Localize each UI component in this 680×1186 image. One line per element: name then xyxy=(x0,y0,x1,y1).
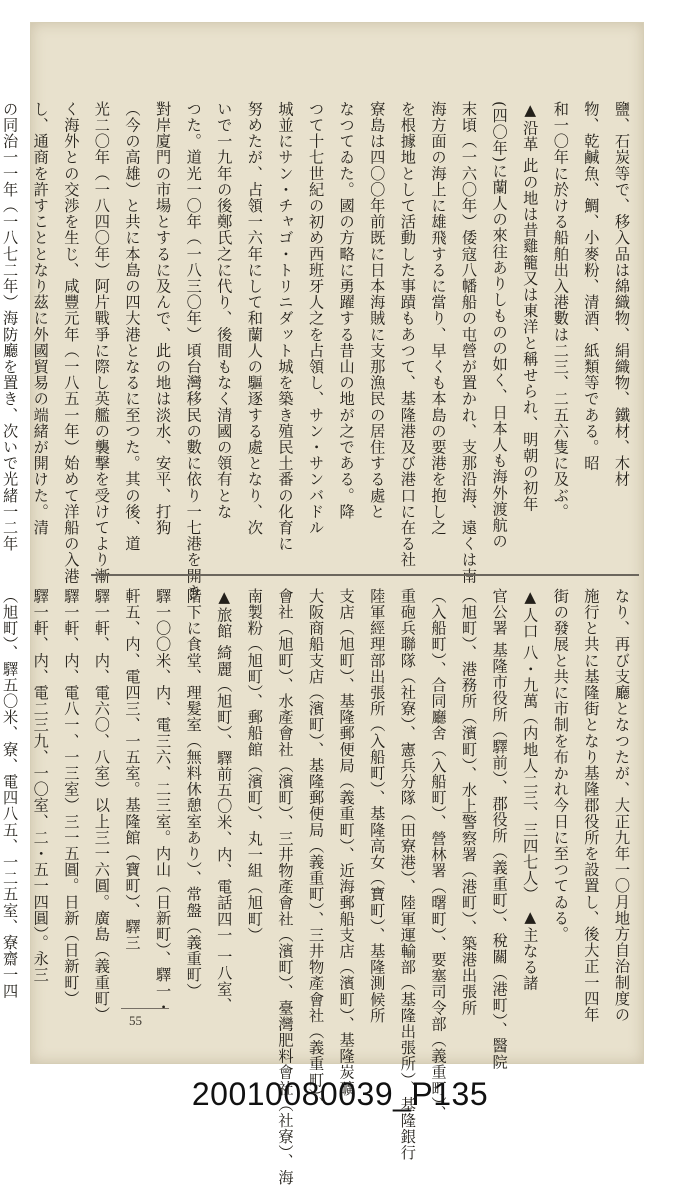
text-column: 支店（旭町）、基隆郵便局（義重町）、近海郵船支店（濱町）、基隆炭礦 xyxy=(337,588,356,1097)
text-column: ▲沿革 此の地は昔雞籠又は東洋と稱せられ、明朝の初年 xyxy=(521,101,540,513)
text-column: ▲人口 八・九萬（内地人二三、三四七人） ▲主なる諸 xyxy=(521,588,540,992)
text-column: 海方面の海上に雄飛するに當り、早くも本島の要港を抱し之 xyxy=(429,101,448,536)
text-column: 寮島は四〇〇年前既に日本海賊に支那漁民の居住する處と xyxy=(368,101,387,520)
text-column: の同治一一年（一八七二年）海防廳を置き、次いで光緒一二年 xyxy=(1,101,20,552)
image-caption: 20010080039_P135 xyxy=(191,1076,489,1112)
text-column: （入船町）、合同廳舍（入船町）、營林署（曙町）、要塞司令部（義重町）、 xyxy=(429,588,448,1122)
text-column: 南製粉（旭町）、郵船館（濱町）、丸一組（旭町） xyxy=(245,588,264,944)
text-column: 階下に食堂、理髮室（無料休憩室あり）、常盤（義重町） xyxy=(184,588,203,999)
text-column: 大阪商船支店（濱町）、基隆郵便局（義重町）、三井物產會社（義重町）、 xyxy=(307,588,326,1113)
text-column: いで一九年の後鄭氏之に代り、後間もなく清國の領有とな xyxy=(215,101,234,520)
section-divider xyxy=(91,574,639,576)
text-column: 和一〇年に於ける船舶出入港數は二三、二五六隻に及ぶ。 xyxy=(551,101,570,520)
text-column: く海外との交渉を生じ、咸豐元年（一八五一年）始めて洋船の入港 xyxy=(62,101,81,584)
text-column: 重砲兵聯隊（社寮）、憲兵分隊（田寮港）、陸軍運輸部（基隆出張所）、基隆銀行 xyxy=(398,588,417,1161)
text-column: 鹽、石炭等で、移入品は綿織物、絹織物、鐵材、木材 xyxy=(613,101,631,488)
text-column: つた。道光一〇年（一八三〇年）頃台灣移民の數に依り一七港を開き xyxy=(184,101,203,601)
text-column: 街の發展と共に市制を布かれ今日に至つてゐる。 xyxy=(551,588,570,943)
text-column: を根據地として活動した事蹟もあつて、基隆港及び港口に在る社 xyxy=(398,101,417,568)
text-column: 末頃（一六〇年）倭寇八幡船の屯營が置かれ、支那沿海、遠くは南 xyxy=(460,101,479,584)
text-column: （今の高雄）と共に本島の四大港となるに至つた。其の後、道 xyxy=(123,101,142,552)
text-column: 光二〇年（一八四〇年）阿片戰爭に際し英艦の襲撃を受けてより漸 xyxy=(92,101,111,584)
page-number-rule xyxy=(121,1008,169,1009)
text-column: （旭町）、驛五〇米、寮、電四八五、一二五室、寮齋一四 xyxy=(1,588,20,999)
text-column: 軒五、内、電四三、一五室。基隆館（寶町）、驛三 xyxy=(123,588,142,951)
text-column: 物、乾鹹魚、鯛、小麥粉、清酒、紙類等である。昭 xyxy=(582,101,601,472)
text-column: し、通商を許すこととなり茲に外國貿易の端緒が開けた。清 xyxy=(31,101,50,536)
text-column: （旭町）、港務所（濱町）、水上警察署（港町）、築港出張所 xyxy=(460,588,479,1016)
text-column: 對岸廈門の市場とするに及んで、此の地は淡水、安平、打狗 xyxy=(154,101,173,536)
text-column: 驛一軒、内、電八一、一三室）三一五圓。日新（日新町） xyxy=(62,588,81,1007)
text-column: 驛一軒、内、電六〇、八室）以上三一六圓。廣島（義重町） xyxy=(92,588,111,1023)
text-column: 城並にサン・チャゴ・トリニダット城を築き殖民土番の化育に xyxy=(276,101,295,552)
text-column: 努めたが、占領一六年にして和蘭人の驅逐する處となり、次 xyxy=(245,101,264,536)
text-column: 驛一〇〇米、内、電三六、二三室。内山（日新町）、驛一・ xyxy=(154,588,173,1016)
text-column: なり、再び支廳となつたが、大正九年一〇月地方自治制度の xyxy=(613,588,631,1023)
page-number: 55 xyxy=(129,1013,142,1028)
text-column: 施行と共に基隆街となり基隆郡役所を設置し、後大正一四年 xyxy=(582,588,601,1023)
text-column: ▲旅館 綺麗（旭町）、驛前五〇米、内、電話四一 一八室、 xyxy=(215,588,234,1014)
text-column: 會社（旭町）、水產會社（濱町）、三井物產會社（濱町）、臺灣肥料會社（社寮）、海 xyxy=(276,588,295,1186)
text-column: 陸軍經理部出張所（入船町）、基隆高女（寶町）、基隆測候所 xyxy=(368,588,387,1024)
upper-text-block xyxy=(1,101,637,601)
text-column: (四〇年)に蘭人の來往ありしものの如く、日本人も海外渡航の xyxy=(490,101,509,550)
text-column: なつてゐた。國の方略に勇躍する昔山の地が之である。降 xyxy=(337,101,356,520)
text-column: つて十七世紀の初め西班牙人之を占領し、サン・サンバドル xyxy=(307,101,326,536)
text-column: 官公署 基隆市役所（驛前）、郡役所（義重町）、稅關（港町）、醫院 xyxy=(490,588,509,1071)
text-column: 驛一軒、内、電二三九、一〇室、二・五一四圓）。永三 xyxy=(31,588,50,983)
